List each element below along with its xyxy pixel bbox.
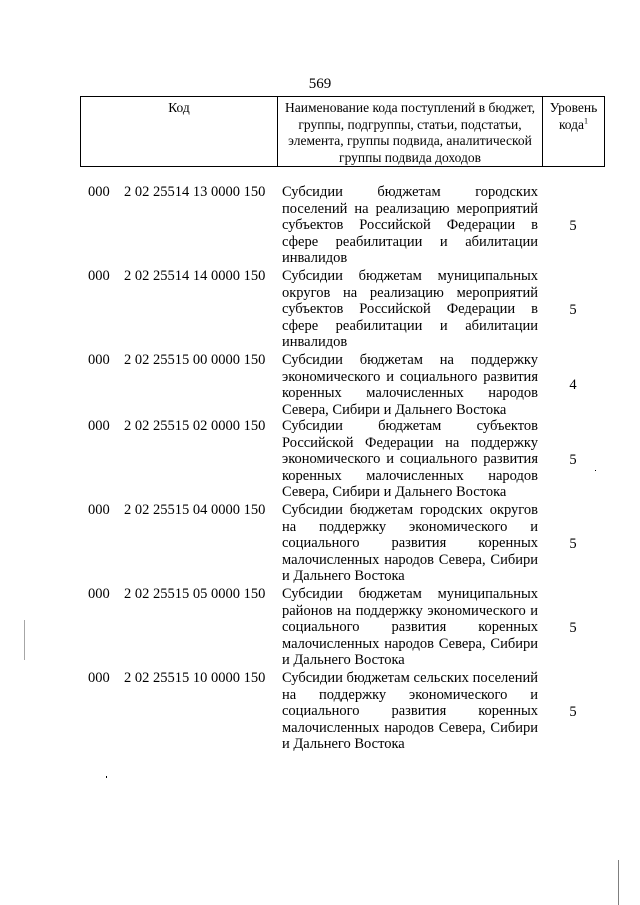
income-code: 2 02 25514 13 0000 150	[124, 184, 266, 200]
code-level: 5	[569, 452, 577, 468]
income-name: Субсидии бюджетам городских округов на поддержку экономического и социального развития коренных малочисленных народов Севера, Сибири и Дальнего Востока	[282, 502, 538, 584]
header-code: Код	[81, 97, 278, 167]
table-row	[0, 670, 640, 754]
scan-edge-right	[618, 860, 619, 905]
code-level: 4	[569, 377, 577, 393]
income-code: 2 02 25515 04 0000 150	[124, 502, 266, 518]
scan-edge-left	[24, 620, 25, 660]
admin-code: 000	[88, 352, 110, 368]
code-level: 5	[569, 536, 577, 552]
scan-artifact	[106, 776, 107, 778]
income-name: Субсидии бюджетам сельских поселений на поддержку экономического и социального развития коренных малочисленных народов Севера, Сибири и Дальнего Востока	[282, 670, 538, 752]
income-code: 2 02 25514 14 0000 150	[124, 268, 266, 284]
scan-artifact	[595, 470, 596, 471]
table-row	[0, 268, 640, 352]
table-body	[0, 184, 640, 754]
header-name: Наименование кода поступлений в бюджет, группы, подгруппы, статьи, подстатьи, элемента, группы подвида, аналитической группы подвида доходов	[278, 97, 543, 167]
admin-code: 000	[88, 268, 110, 284]
code-level: 5	[569, 704, 577, 720]
income-name: Субсидии бюджетам городских поселений на реализацию мероприятий субъектов Российской Федерации в сфере реабилитации и абилитации инвалидов	[282, 184, 538, 266]
income-name: Субсидии бюджетам субъектов Российской Федерации на поддержку экономического и социального развития коренных малочисленных народов Севера, Сибири и Дальнего Востока	[282, 418, 538, 500]
income-name: Субсидии бюджетам муниципальных округов на реализацию мероприятий субъектов Российской Федерации в сфере реабилитации и абилитации инвалидов	[282, 268, 538, 350]
income-name: Субсидии бюджетам на поддержку экономического и социального развития коренных малочисленных народов Севера, Сибири и Дальнего Востока	[282, 352, 538, 418]
code-level: 5	[569, 218, 577, 234]
table-header	[80, 96, 605, 167]
table-row	[0, 586, 640, 670]
admin-code: 000	[88, 586, 110, 602]
income-code: 2 02 25515 02 0000 150	[124, 418, 266, 434]
table-row	[0, 184, 640, 268]
income-code: 2 02 25515 00 0000 150	[124, 352, 266, 368]
admin-code: 000	[88, 502, 110, 518]
header-level-label: Уровень кода	[549, 100, 598, 132]
income-code: 2 02 25515 10 0000 150	[124, 670, 266, 686]
header-level-footnote: 1	[584, 116, 589, 125]
income-name: Субсидии бюджетам муниципальных районов на поддержку экономического и социального развития коренных малочисленных народов Севера, Сибири и Дальнего Востока	[282, 586, 538, 668]
admin-code: 000	[88, 184, 110, 200]
page-number: 569	[308, 76, 332, 92]
code-level: 5	[569, 620, 577, 636]
table-row	[0, 502, 640, 586]
admin-code: 000	[88, 670, 110, 686]
admin-code: 000	[88, 418, 110, 434]
header-level	[543, 97, 605, 167]
code-level: 5	[569, 302, 577, 318]
table-row	[0, 418, 640, 502]
table-row	[0, 352, 640, 418]
income-code: 2 02 25515 05 0000 150	[124, 586, 266, 602]
